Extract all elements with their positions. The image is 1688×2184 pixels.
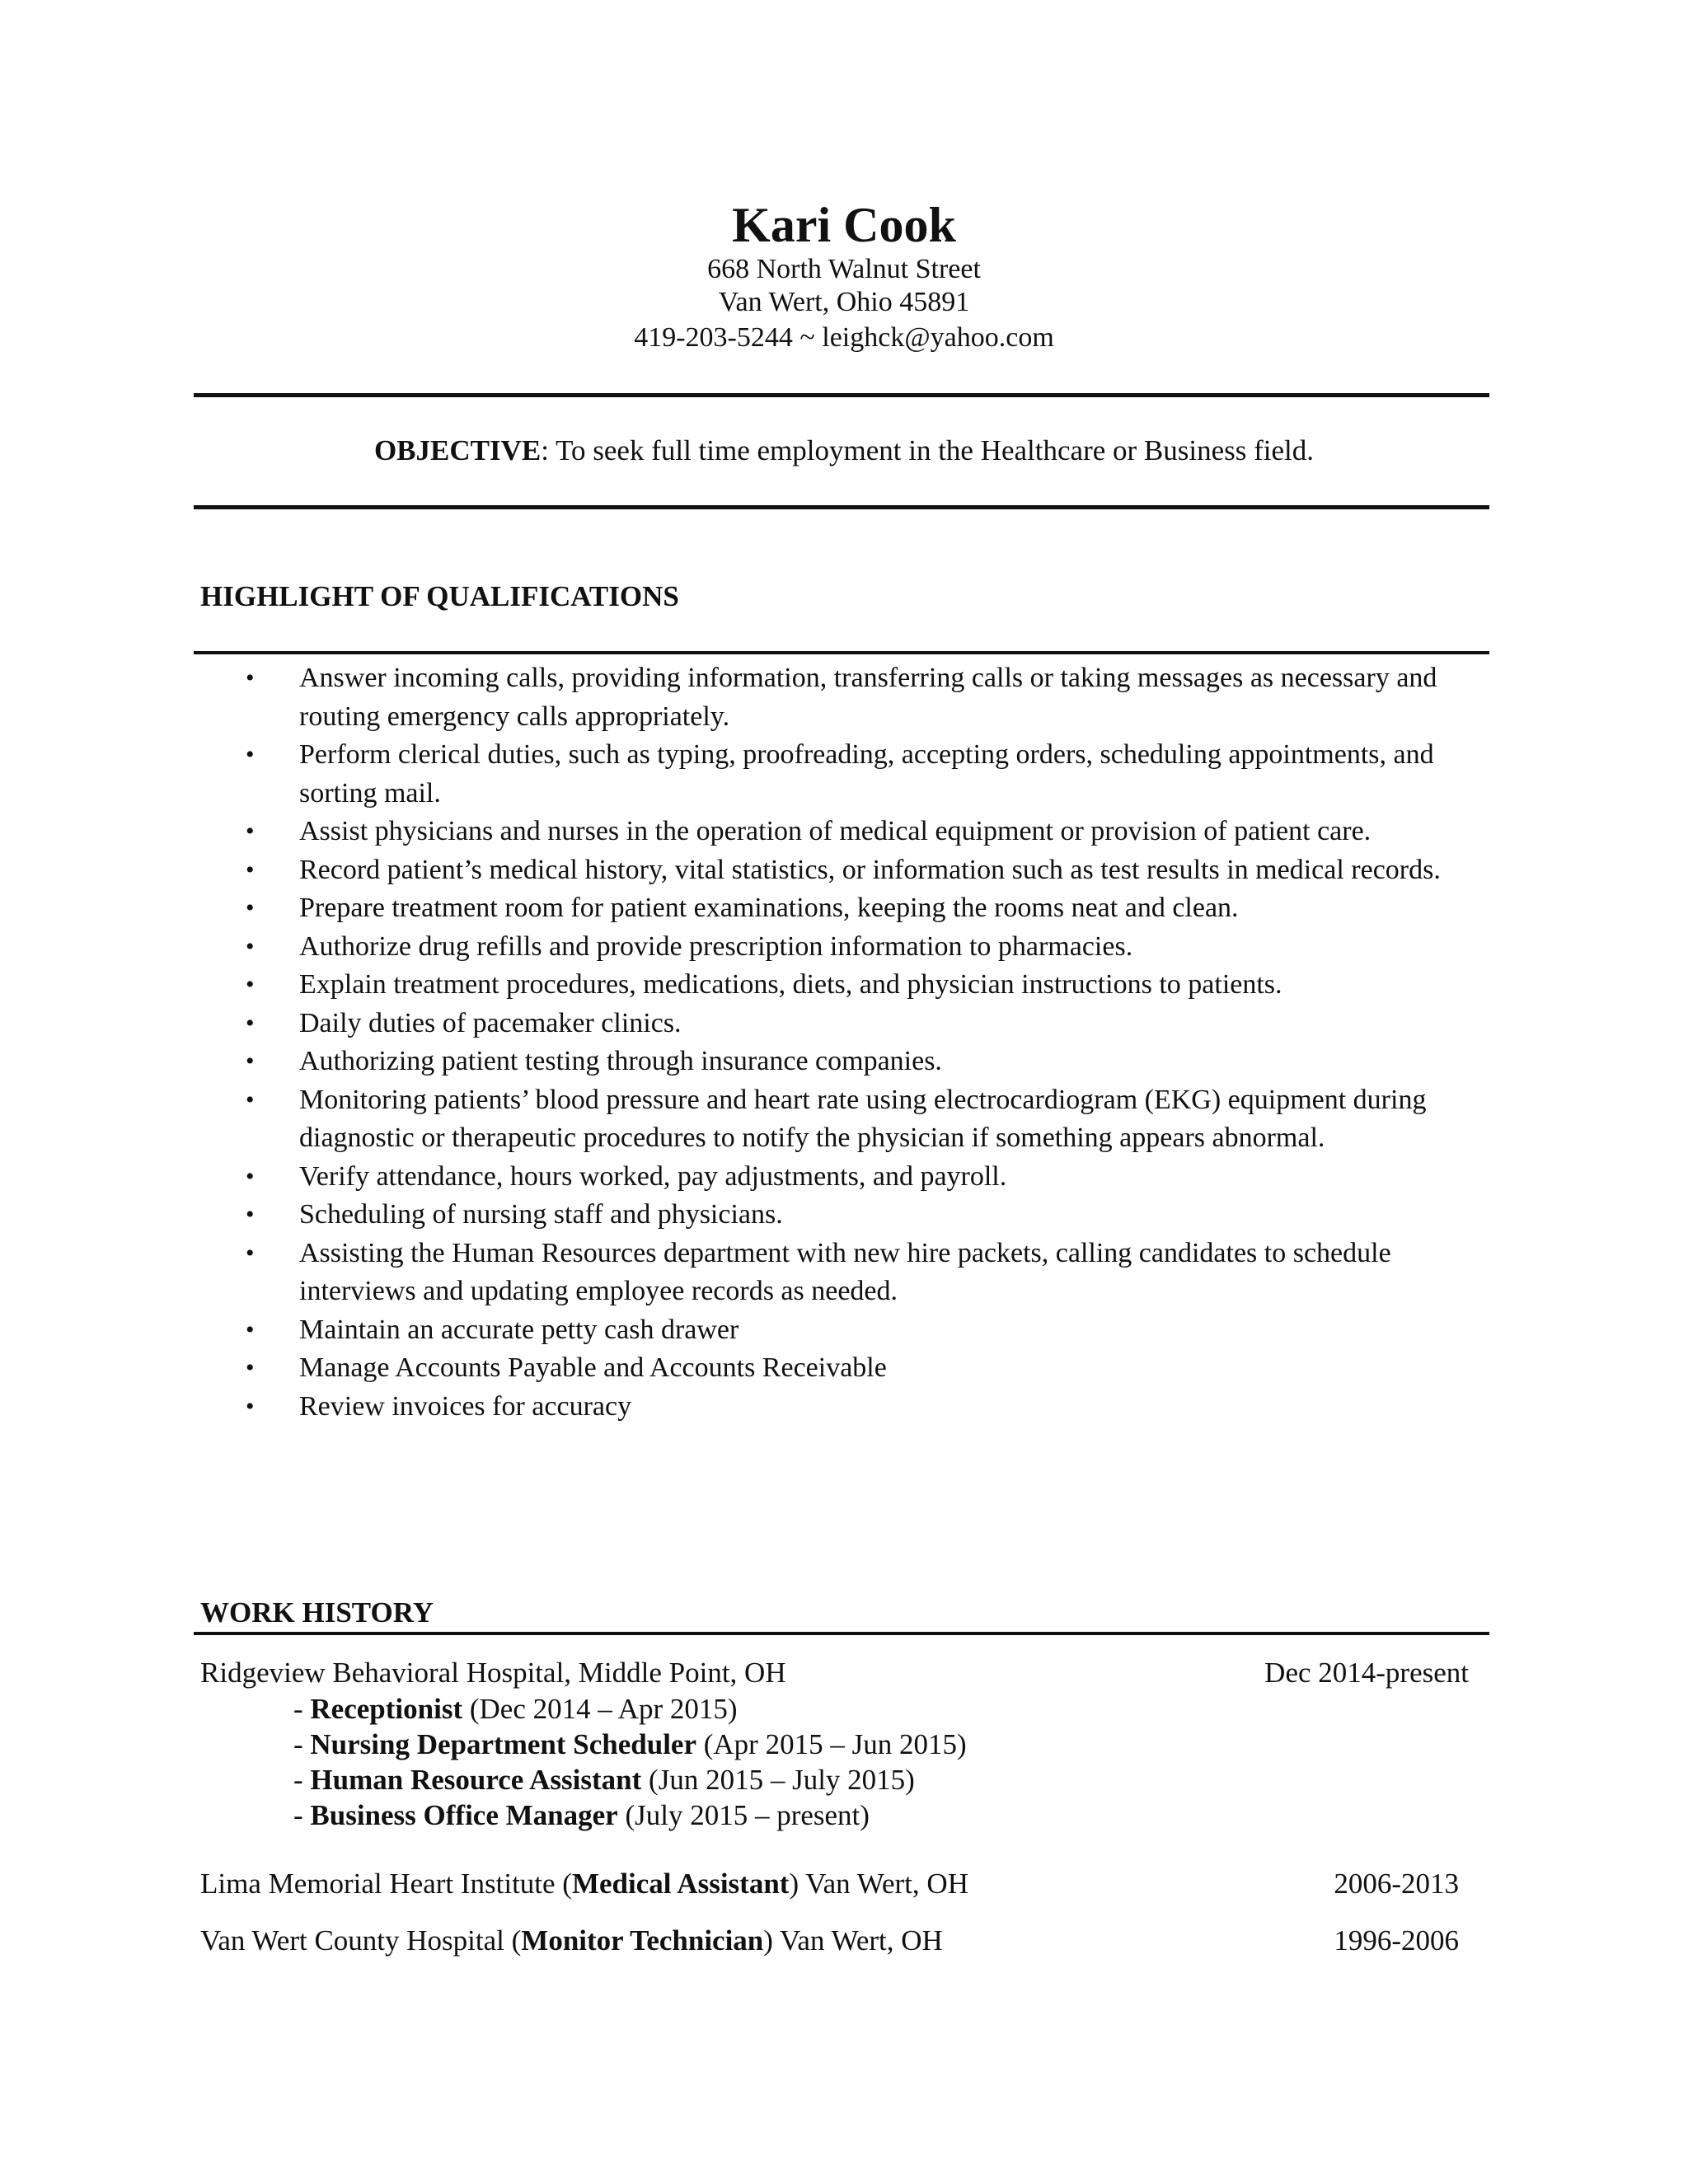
list-item: • Verify attendance, hours worked, pay adjustments, and payroll. — [246, 1158, 1498, 1197]
job-van-wert-county: Van Wert County Hospital (Monitor Technician) Van Wert, OH — [200, 1924, 943, 1957]
bullet-icon: • — [246, 1085, 255, 1113]
street-address: 668 North Walnut Street — [707, 254, 981, 284]
city-state-zip: Van Wert, Ohio 45891 — [718, 287, 970, 317]
bullet-icon: • — [246, 1162, 255, 1190]
list-item: • Scheduling of nursing staff and physicians. — [246, 1196, 1498, 1235]
list-item: • Authorizing patient testing through insurance companies. — [246, 1043, 1498, 1081]
list-item: • Explain treatment procedures, medications, diets, and physician instructions to patients. — [246, 966, 1498, 1005]
bullet-icon: • — [246, 1354, 255, 1381]
bullet-icon: • — [246, 932, 255, 960]
bullet-icon: • — [246, 1201, 255, 1228]
contact-line: 419-203-5244 ~ leighck@yahoo.com — [634, 322, 1054, 353]
role-receptionist: - Receptionist (Dec 2014 – Apr 2015) — [293, 1693, 738, 1725]
role-nursing-scheduler: - Nursing Department Scheduler (Apr 2015 – Jun 2015) — [293, 1728, 967, 1760]
objective-text: : To seek full time employment in the Healthcare or Business field. — [541, 434, 1315, 466]
list-item: • Assisting the Human Resources department with new hire packets, calling candidates to schedule interviews and updating employee records as needed. — [246, 1235, 1498, 1311]
list-item: • Monitoring patients’ blood pressure and heart rate using electrocardiogram (EKG) equipment during diagnostic or therapeutic procedures to notify the physician if something appears abnormal. — [246, 1081, 1498, 1158]
bullet-icon: • — [246, 1047, 255, 1075]
list-item: • Review invoices for accuracy — [246, 1388, 1498, 1427]
bullet-icon: • — [246, 664, 255, 691]
bullet-icon: • — [246, 894, 255, 921]
list-item: • Assist physicians and nurses in the operation of medical equipment or provision of patient care. — [246, 813, 1498, 851]
bullet-icon: • — [246, 1315, 255, 1343]
objective-line — [0, 433, 1688, 469]
objective-label: OBJECTIVE — [373, 434, 542, 466]
job-lima-memorial: Lima Memorial Heart Institute (Medical Assistant) Van Wert, OH — [200, 1868, 968, 1900]
list-item: • Perform clerical duties, such as typing, proofreading, accepting orders, scheduling appointments, and sorting mail. — [246, 736, 1498, 813]
list-item: • Authorize drug refills and provide prescription information to pharmacies. — [246, 928, 1498, 967]
role-hr-assistant: - Human Resource Assistant (Jun 2015 – July 2015) — [293, 1764, 915, 1796]
job-dates-van-wert: 1996-2006 — [1334, 1924, 1459, 1957]
header-divider — [194, 393, 1489, 397]
bullet-icon: • — [246, 741, 255, 768]
bullet-icon: • — [246, 971, 255, 998]
job-dates-ridgeview: Dec 2014-present — [1264, 1657, 1469, 1689]
qualifications-heading: HIGHLIGHT OF QUALIFICATIONS — [200, 580, 679, 612]
list-item: • Prepare treatment room for patient examinations, keeping the rooms neat and clean. — [246, 889, 1498, 928]
bullet-icon: • — [246, 1009, 255, 1037]
list-item: • Answer incoming calls, providing information, transferring calls or taking messages as necessary and routing emergency calls appropriately. — [246, 659, 1498, 736]
list-item: • Manage Accounts Payable and Accounts Receivable — [246, 1349, 1498, 1388]
list-item: • Maintain an accurate petty cash drawer — [246, 1311, 1498, 1350]
candidate-name: Kari Cook — [732, 198, 956, 252]
bullet-icon: • — [246, 1239, 255, 1267]
bullet-icon: • — [246, 1392, 255, 1420]
work-history-divider — [194, 1632, 1489, 1635]
work-history-heading: WORK HISTORY — [200, 1596, 434, 1629]
objective-divider — [194, 505, 1489, 509]
list-item: • Daily duties of pacemaker clinics. — [246, 1005, 1498, 1043]
bullet-icon: • — [246, 855, 255, 883]
qualifications-divider — [194, 651, 1489, 654]
list-item: • Record patient’s medical history, vital statistics, or information such as test results in medical records. — [246, 851, 1498, 890]
qualifications-list — [246, 659, 1498, 1426]
bullet-icon: • — [246, 818, 255, 845]
role-business-office-manager: - Business Office Manager (July 2015 – present) — [293, 1799, 870, 1831]
job-employer-ridgeview: Ridgeview Behavioral Hospital, Middle Point, OH — [200, 1657, 786, 1689]
job-dates-lima: 2006-2013 — [1334, 1868, 1459, 1900]
